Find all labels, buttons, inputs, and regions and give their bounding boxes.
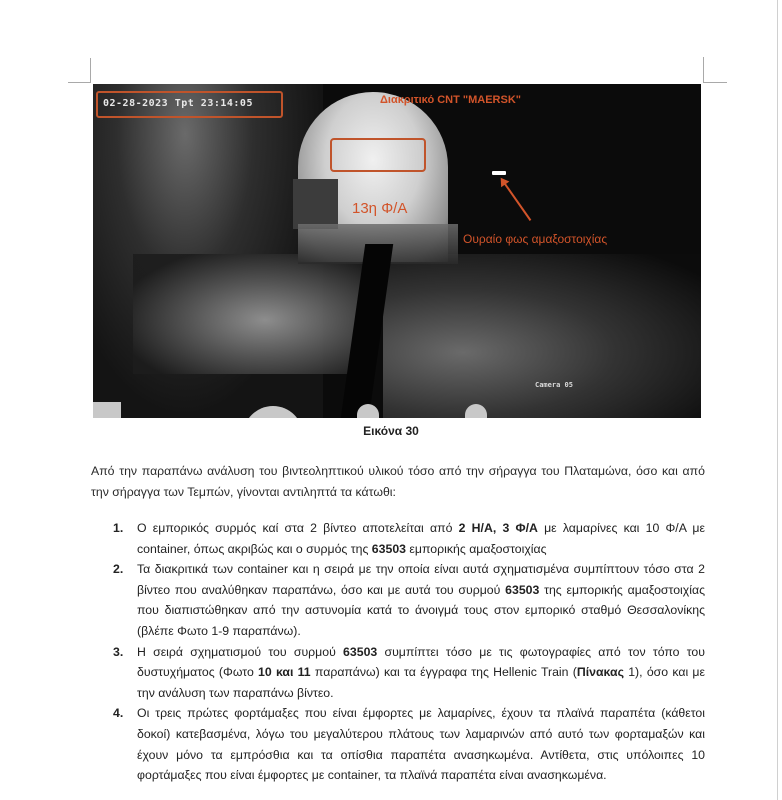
list-number: 4. xyxy=(113,706,124,721)
tunnel-scene xyxy=(93,84,701,418)
findings-list xyxy=(113,518,705,786)
finding-item: 3. Η σειρά σχηματισμού του συρμού 63503 συμπίπτει τόσο με τις φωτογραφίες από τον τόπο του δυστυχήματος (Φωτο 10 και 11 παραπάνω) και τα έγγραφα της Hellenic Train (Πίνακας 1), όσο και με την ανάλυση των παραπάνω βίντεο. xyxy=(113,642,705,704)
page-right-edge xyxy=(777,0,778,800)
list-number: 1. xyxy=(113,521,124,535)
intro-paragraph: Από την παραπάνω ανάλυση του βιντεοληπτικού υλικού τόσο από την σήραγγα του Πλαταμώνα, όσο και από την σήραγγα των Τεμπών, γίνονται αντιληπτά τα κάτωθι: xyxy=(91,464,705,499)
tail-light-annotation: Ουραίο φως αμαξοστοιχίας xyxy=(463,232,608,246)
finding-item: 2. Τα διακριτικά των container και η σειρά με την οποία είναι αυτά σχηματισμένα συμπίπτουν τόσο στα 2 βίντεο που αναλύθηκαν παραπάνω, όσο και με αυτά του συρμού 63503 της εμπορικής αμαξοστοιχίας που διαπιστώθηκαν από την αστυνομία κατά το άνοιγμά τους στον εμπορικό σταθμό Θεσσαλονίκης (βλέπε Φωτο 1-9 παραπάνω). xyxy=(113,559,705,641)
list-number: 3. xyxy=(113,644,124,659)
wagon-annotation: 13η Φ/Α xyxy=(352,200,408,217)
finding-item: 1. Ο εμπορικός συρμός καί στα 2 βίντεο αποτελείται από 2 Η/Α, 3 Φ/Α με λαμαρίνες και 10 Φ/Α με container, όπως ακριβώς και ο συρμός της 63503 εμπορικής αμαξοστοιχίας xyxy=(113,518,705,559)
camera-label: Camera 05 xyxy=(535,381,573,389)
crop-mark-top-right xyxy=(703,82,727,83)
cctv-timestamp: 02-28-2023 Tpt 23:14:05 xyxy=(103,98,253,109)
crop-mark-top-left xyxy=(90,58,91,82)
container-id-highlight-box xyxy=(330,138,426,172)
watermark xyxy=(93,402,121,418)
crop-mark-top-right xyxy=(703,57,704,82)
list-number: 2. xyxy=(113,562,124,577)
finding-item: 4. Οι τρεις πρώτες φορτάμαξες που είναι έμφορτες με λαμαρίνες, έχουν τα πλαϊνά παραπέτα (κάθετοι δοκοί) κατεβασμένα, λόγω του μεγαλύτερου πλάτους των λαμαρινών από αυτό των φορταμαξών και έχουν μόνο τα εμπρόσθια και τα οπίσθια παραπέτα ανασηκωμένα. Αντίθετα, στις υπόλοιπες 10 φορτάμαξες που είναι έμφορτες με container, τα πλαϊνά παραπέτα είναι ανασηκωμένα. xyxy=(113,703,705,785)
container-annotation: Διακριτικό CNT "MAERSK" xyxy=(380,94,521,106)
cctv-figure xyxy=(93,84,701,418)
crop-mark-top-left xyxy=(68,82,91,83)
figure-caption: Εικόνα 30 xyxy=(363,424,419,438)
